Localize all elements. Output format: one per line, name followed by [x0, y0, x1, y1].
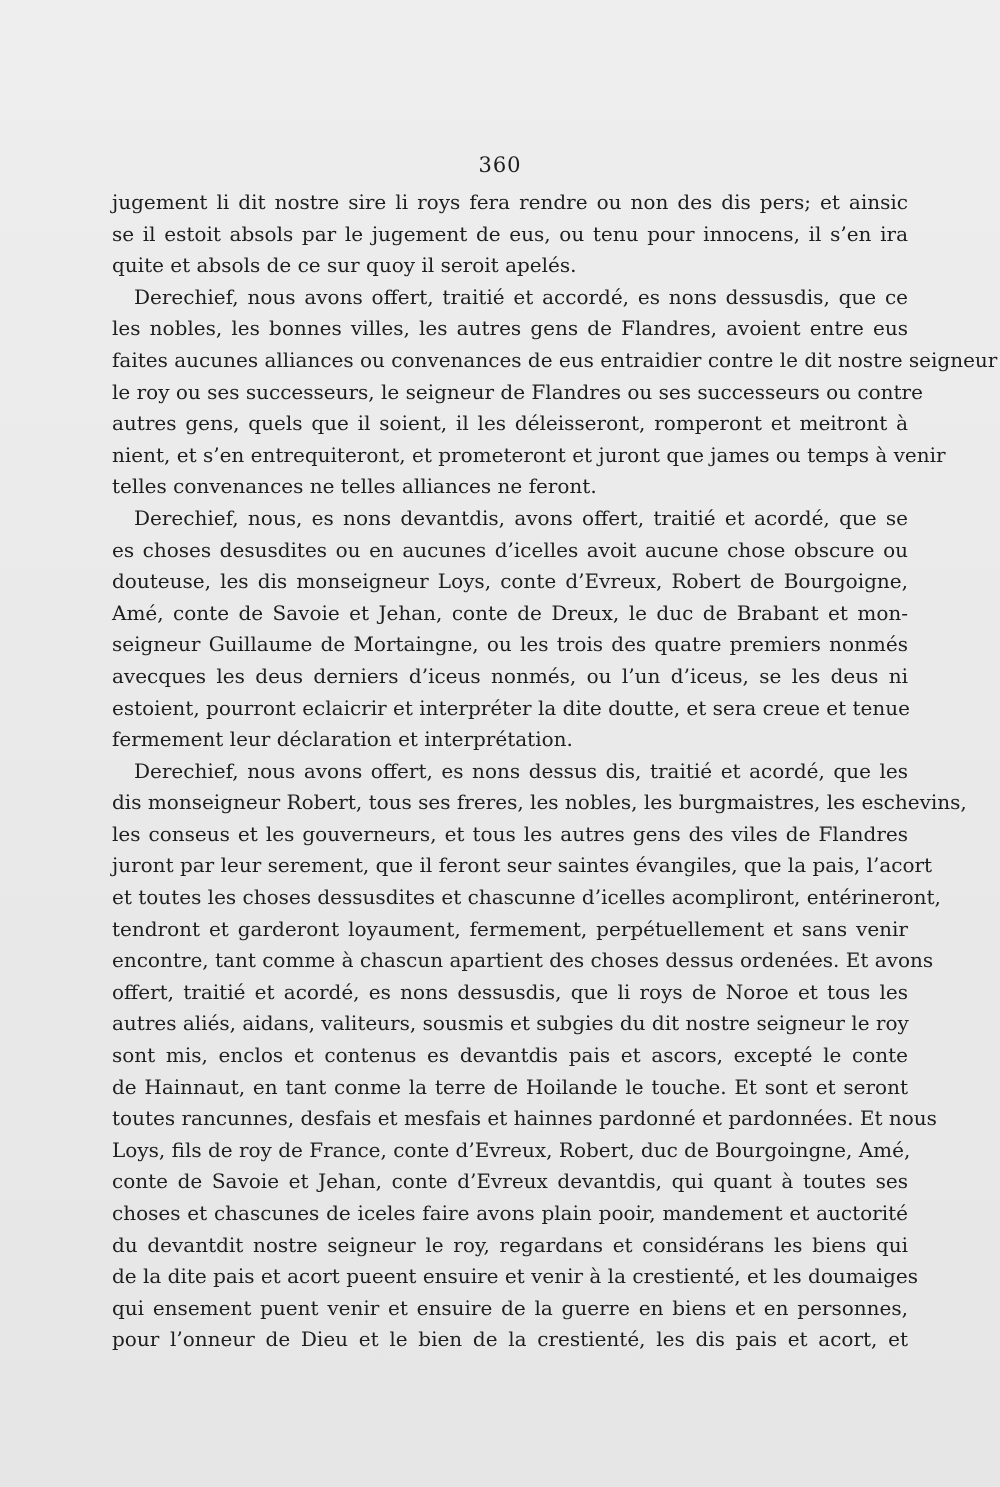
text-line: conte de Savoie et Jehan, conte d’Evreux devantdis, qui quant à toutes ses [112, 1169, 908, 1194]
text-line: du devantdit nostre seigneur le roy, regardans et considérans les biens qui [112, 1232, 908, 1257]
text-line: et toutes les choses dessusdites et chascunne d’icelles acompliront, entérineront, [112, 885, 941, 910]
text-line: choses et chascunes de iceles faire avons plain pooir, mandement et auctorité [112, 1201, 908, 1225]
text-line: se il estoit absols par le jugement de eus, ou tenu pour innocens, il s’en ira [112, 221, 908, 246]
text-line: offert, traitié et acordé, es nons dessusdis, que li roys de Noroe et tous les [112, 979, 908, 1004]
text-line: de la dite pais et acort pueent ensuire et venir à la crestienté, et les doumaiges [112, 1264, 918, 1289]
text-line: les nobles, les bonnes villes, les autres gens de Flandres, avoient entre eus [112, 316, 908, 341]
text-line: encontre, tant comme à chascun apartient des choses dessus ordenées. Et avons [112, 948, 934, 973]
text-line: Derechief, nous, es nons devantdis, avons offert, traitié et acordé, que se [134, 505, 908, 530]
text-line: les conseus et les gouverneurs, et tous les autres gens des viles de Flandres [112, 821, 908, 846]
text-line: nient, et s’en entrequiteront, et prometeront et juront que james ou temps à venir [112, 442, 946, 467]
text-line: Derechief, nous avons offert, traitié et accordé, es nons dessusdis, que ce [134, 284, 908, 309]
text-line: estoient, pourront eclaicrir et interpréter la dite doutte, et sera creue et tenue [112, 695, 910, 720]
text-line: faites aucunes alliances ou convenances de eus entraidier contre le dit nostre seigneur [112, 347, 998, 372]
text-line: pour l’onneur de Dieu et le bien de la crestienté, les dis pais et acort, et [112, 1327, 908, 1352]
body-text [112, 187, 998, 1356]
text-line: avecques les deus derniers d’iceus nonmés, ou l’un d’iceus, se les deus ni [112, 663, 908, 688]
text-line: sont mis, enclos et contenus es devantdis pais et ascors, excepté le conte [112, 1043, 908, 1068]
text-line: juront par leur serement, que il feront seur saintes évangiles, que la pais, l’acort [112, 853, 933, 878]
page-number: 360 [478, 153, 522, 177]
text-line: autres gens, quels que il soient, il les déleisseront, romperont et meitront à [112, 411, 908, 436]
text-line: toutes rancunnes, desfais et mesfais et hainnes pardonné et pardonnées. Et nous [112, 1106, 937, 1131]
text-line: es choses desusdites ou en aucunes d’icelles avoit aucune chose obscure ou [112, 537, 908, 562]
text-line: de Hainnaut, en tant conme la terre de Hoilande le touche. Et sont et seront [112, 1074, 908, 1099]
text-line: le roy ou ses successeurs, le seigneur de Flandres ou ses successeurs ou contre [112, 379, 923, 404]
text-line: qui ensement puent venir et ensuire de la guerre en biens et en personnes, [112, 1295, 908, 1320]
text-line: Loys, fils de roy de France, conte d’Evreux, Robert, duc de Bourgoingne, Amé, [112, 1137, 911, 1162]
text-line: douteuse, les dis monseigneur Loys, conte d’Evreux, Robert de Bourgoigne, [112, 569, 908, 594]
text-line: fermement leur déclaration et interprétation. [112, 727, 573, 752]
text-line: dis monseigneur Robert, tous ses freres, les nobles, les burgmaistres, les eschevins, [112, 790, 967, 815]
text-line: seigneur Guillaume de Mortaingne, ou les trois des quatre premiers nonmés [112, 632, 908, 657]
text-line: Amé, conte de Savoie et Jehan, conte de Dreux, le duc de Brabant et mon- [112, 600, 908, 625]
text-line: telles convenances ne telles alliances ne feront. [112, 474, 597, 499]
text-line: Derechief, nous avons offert, es nons dessus dis, traitié et acordé, que les [134, 758, 908, 783]
text-line: quite et absols de ce sur quoy il seroit apelés. [112, 253, 577, 278]
text-line: tendront et garderont loyaument, fermement, perpétuellement et sans venir [112, 916, 908, 941]
text-line: autres aliés, aidans, valiteurs, sousmis et subgies du dit nostre seigneur le roy [112, 1011, 909, 1036]
text-line: jugement li dit nostre sire li roys fera rendre ou non des dis pers; et ainsic [112, 190, 908, 214]
